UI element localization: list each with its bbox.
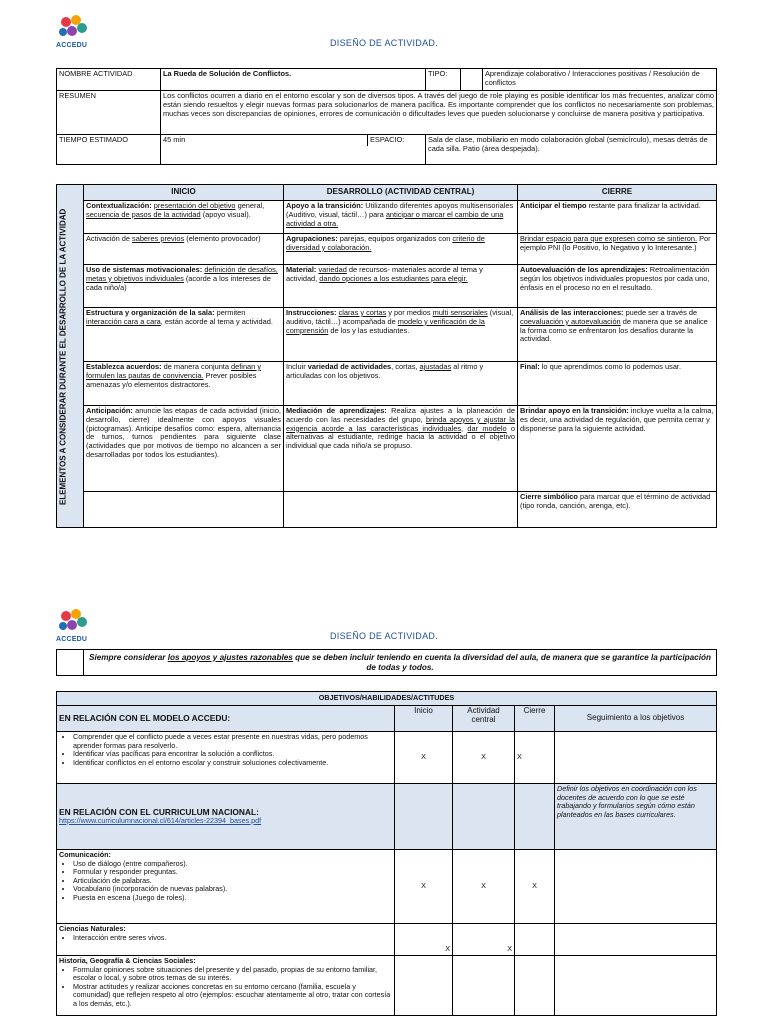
desarrollo-cell-2: Agrupaciones: parejas, equipos organizados con criterio de diversidad y colaboración.	[284, 234, 518, 265]
curriculum-cell	[57, 784, 395, 850]
list-item: • Identificar conflictos en el entorno escolar y construir soluciones colectivamente.	[73, 759, 392, 768]
accedu-logo	[54, 14, 94, 54]
list-item: • Formular y responder preguntas.	[73, 868, 392, 877]
mark-x: X	[395, 924, 453, 956]
desarrollo-cell-1: Apoyo a la transición: Utilizando diferentes apoyos multisensoriales (Auditivo, visual, táctil…) para anticipar o marcar el cambio de una actividad a otra.	[284, 201, 518, 234]
nombre-value: La Rueda de Solución de Conflictos.	[161, 69, 426, 91]
accedu-logo-2	[54, 608, 94, 648]
curriculum-title: EN RELACIÓN CON EL CURRICULUM NACIONAL:	[59, 806, 259, 817]
curriculum-link[interactable]: https://www.curriculumnacional.cl/614/articles-22394_bases.pdf	[59, 815, 262, 825]
side-label: ELEMENTOS A CONSIDERAR DURANTE EL DESARROLLO DE LA ACTIVIDAD	[57, 185, 84, 528]
cierre-cell-6: Brindar apoyo en la transición: incluye vuelta a la calma, es decir, una actividad de regulación, que permita cerrar y disponerse para la siguiente actividad.	[518, 406, 717, 492]
mark-x: X	[395, 732, 453, 784]
modelo-title: EN RELACIÓN CON EL MODELO ACCEDU:	[57, 706, 395, 732]
cierre-cell-7: Cierre simbólico para marcar que el término de actividad (tipo ronda, canción, arenga, etc).	[518, 492, 717, 528]
col-cierre: Cierre	[515, 706, 555, 732]
cierre-cell-2: Brindar espacio para que expresen como se sintieron. Por ejemplo PNI (lo Positivo, lo Negativo y lo Interesante.)	[518, 234, 717, 265]
banner-text: Siempre considerar los apoyos y ajustes razonables que se deben incluir teniendo en cuenta la diversidad del aula, de manera que se garantice la participación de todas y todos.	[84, 650, 717, 676]
banner-table	[56, 649, 717, 676]
inicio-cell-4: Estructura y organización de la sala: permiten interacción cara a cara, están acorde al tema y actividad.	[84, 308, 284, 362]
list-item: • Puesta en escena (Juego de roles).	[73, 894, 392, 903]
mark-x: X	[453, 924, 515, 956]
objetivos-title: OBJETIVOS/HABILIDADES/ACTITUDES	[57, 692, 717, 706]
inicio-cell-5: Establezca acuerdos: de manera conjunta definan y formulen las pautas de convivencia. Prever posibles amenazas y/o elementos distractores.	[84, 362, 284, 406]
naturales-cell: Ciencias Naturales: • Interacción entre seres vivos.	[57, 924, 395, 956]
page-title-2: DISEÑO DE ACTIVIDAD.	[329, 631, 439, 641]
mark-x: X	[515, 850, 555, 924]
comunicacion-cell: Comunicación: • Uso de diálogo (entre compañeros). • Formular y responder preguntas. • Articulación de palabras. • Vocabulario (incorporación de nuevas palabras). • Puesta en escena (Juego de roles).	[57, 850, 395, 924]
tiempo-label: TIEMPO ESTIMADO	[57, 135, 161, 165]
inicio-cell-3: Uso de sistemas motivacionales: definición de desafíos, metas y objetivos individuales (acorde a los intereses de cada niño/a)	[84, 265, 284, 308]
col-actividad: Actividad central	[453, 706, 515, 732]
modelo-items	[57, 732, 395, 784]
col-seguimiento: Seguimiento a los objetivos	[555, 706, 717, 732]
header-cierre: CIERRE	[518, 185, 717, 201]
desarrollo-cell-6: Mediación de aprendizajes: Realiza ajustes a la planeación de acuerdo con las necesidades del grupo, brinda apoyos y ajustar la exigencia acorde a las características individuales, dar modelo o alternativas al estudiante, redirige hacia la actividad o el objetivo individual que cada niño/a se propuso.	[284, 406, 518, 492]
header-desarrollo: DESARROLLO (ACTIVIDAD CENTRAL)	[284, 185, 518, 201]
list-item: • Uso de diálogo (entre compañeros).	[73, 860, 392, 869]
mark-x: X	[453, 732, 515, 784]
list-item: • Identificar vías pacíficas para encontrar la solución a conflictos.	[73, 750, 392, 759]
page-title: DISEÑO DE ACTIVIDAD.	[329, 38, 439, 48]
resumen-value: Los conflictos ocurren a diario en el entorno escolar y son de diversos tipos. A través del juego de role playing es posible identificar los más frecuentes, analizar cómo están siendo resueltos y elegir nuevas formas para solucionarlos de manera pacífica. Es importante comprender que los conflictos no necesariamente son problemas, muchas veces son discrepancias de opiniones, errores de comunicación o dificultades leves que pueden solucionarse y concluirse de manera positiva y participativa.	[161, 91, 717, 135]
cierre-cell-3: Autoevaluación de los aprendizajes: Retroalimentación según los objetivos individuales propuestos por cada uno, énfasis en el proceso no en el resultado.	[518, 265, 717, 308]
nombre-label: NOMBRE ACTIVIDAD	[57, 69, 161, 91]
list-item: • Mostrar actitudes y realizar acciones concretas en su entorno cercano (familia, escuela y comunidad) que reflejen respeto al otro (ejemplos: escuchar atentamente al otro, tratar con cortesía a los demás, etc.).	[73, 983, 392, 1009]
list-item: • Articulación de palabras.	[73, 877, 392, 886]
logo-text: ACCEDU	[56, 42, 88, 49]
tipo-value: Aprendizaje colaborativo / Interacciones positivas / Resolución de conflictos	[483, 69, 717, 91]
cierre-cell-4: Análisis de las interacciones: puede ser a través de coevaluación y autoevaluación de manera que se analice la forma como se enfrentaron los desafíos durante la actividad.	[518, 308, 717, 362]
col-inicio: Inicio	[395, 706, 453, 732]
list-item: • Vocabulario (incorporación de nuevas palabras).	[73, 885, 392, 894]
espacio-value: Sala de clase, mobiliario en modo colaboración global (semicírculo), mesas detrás de cada silla. Patio (área despejada).	[426, 135, 717, 165]
logo-text: ACCEDU	[56, 636, 88, 643]
espacio-label: ESPACIO:	[370, 135, 405, 144]
info-table	[56, 68, 717, 165]
header-inicio: INICIO	[84, 185, 284, 201]
mark-x: X	[395, 850, 453, 924]
inicio-cell-6: Anticipación: anuncie las etapas de cada actividad (inicio, desarrollo, cierre) idealmente con apoyos visuales (pictogramas). Anticipe desafíos como: espera, alternancia de turnos, turnos pendientes para siguiente clase (actividades que por motivos de tiempo no alcancen a ser desarrolladas por todos los estudiantes).	[84, 406, 284, 492]
tipo-label: TIPO:	[426, 69, 461, 91]
desarrollo-cell-4: Instrucciones: claras y cortas y por medios multi sensoriales (visual, auditivo, táctil…) acompañada de modelo y verificación de la comprensión de los y las estudiantes.	[284, 308, 518, 362]
inicio-cell-2: Activación de saberes previos (elemento provocador)	[84, 234, 284, 265]
mark-x: X	[453, 850, 515, 924]
cierre-cell-1: Anticipar el tiempo restante para finalizar la actividad.	[518, 201, 717, 234]
inicio-cell-1: Contextualización: presentación del objetivo general, secuencia de pasos de la actividad (apoyo visual).	[84, 201, 284, 234]
mark-x: X	[515, 732, 555, 784]
historia-cell: Historia, Geografía & Ciencias Sociales: • Formular opiniones sobre situaciones del presente y del pasado, propias de su entorno familiar, escolar o local, y sobre otros temas de su interés. • Mostrar actitudes y realizar acciones concretas en su entorno cercano (familia, escuela y comunidad) que reflejen respeto al otro (ejemplos: escuchar atentamente al otro, tratar con cortesía a los demás, etc.).	[57, 956, 395, 1016]
list-item: • Formular opiniones sobre situaciones del presente y del pasado, propias de su entorno familiar, escolar o local, y sobre otros temas de su interés.	[73, 966, 392, 983]
resumen-label: RESUMEN	[57, 91, 161, 135]
curriculum-note: Definir los objetivos en coordinación con los docentes de acuerdo con lo que se esté trabajando y formularios según cómo están planteados en las bases curriculares.	[555, 784, 717, 850]
objectives-table	[56, 691, 717, 1016]
cierre-cell-5: Final: lo que aprendimos como lo podemos usar.	[518, 362, 717, 406]
list-item: • Interacción entre seres vivos.	[73, 934, 392, 943]
list-item: • Comprender que el conflicto puede a veces estar presente en nuestras vidas, pero podemos aprender formas para resolverlo.	[73, 733, 392, 750]
desarrollo-cell-3: Material: variedad de recursos- materiales acorde al tema y actividad, dando opciones a los estudiantes para elegir.	[284, 265, 518, 308]
desarrollo-cell-5: Incluir variedad de actividades, cortas, ajustadas al ritmo y articuladas con los objetivos.	[284, 362, 518, 406]
activity-table	[56, 184, 717, 528]
tiempo-value: 45 min ESPACIO:	[161, 135, 426, 165]
